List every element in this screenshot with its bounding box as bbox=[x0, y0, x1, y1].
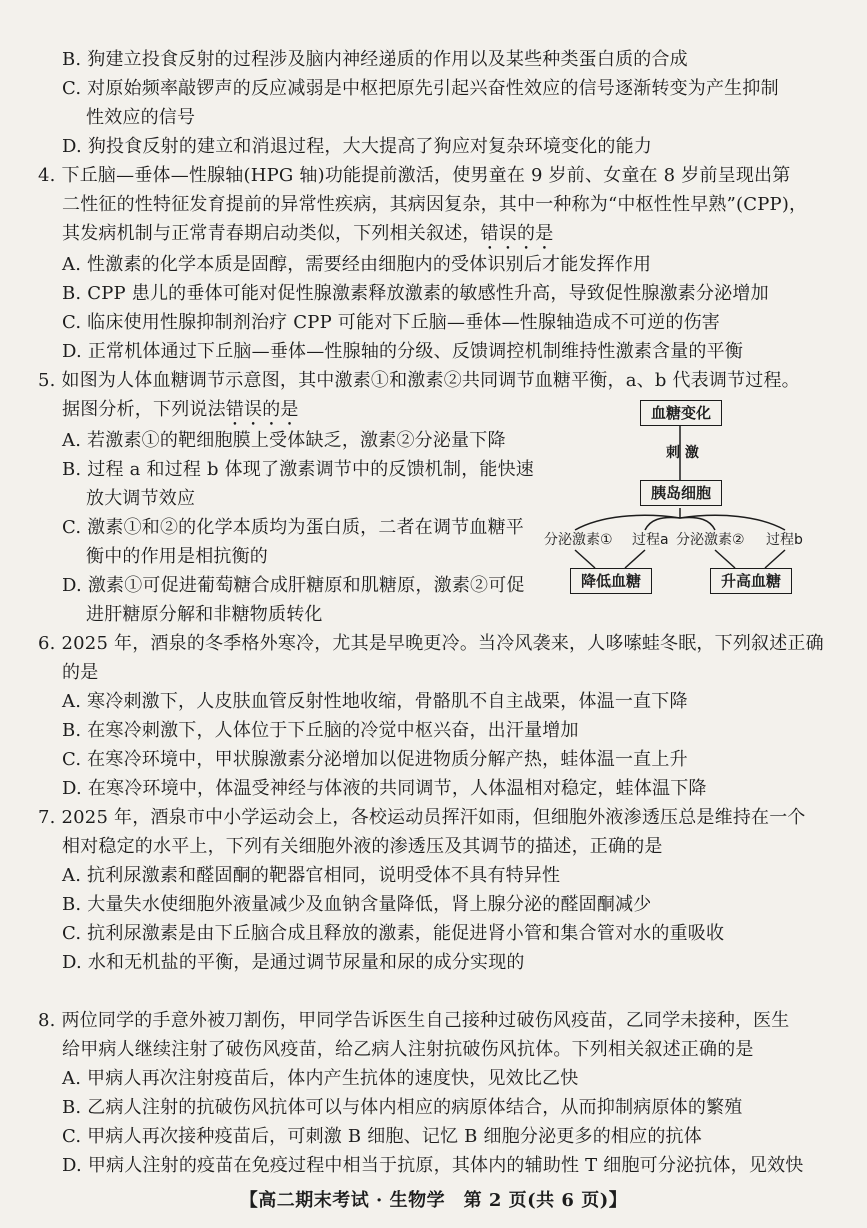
q4-option-d: D. 正常机体通过下丘脑—垂体—性腺轴的分级、反馈调控机制维持性激素含量的平衡 bbox=[62, 341, 744, 362]
box-islet-cells: 胰岛细胞 bbox=[640, 480, 722, 506]
label-process-b: 过程b bbox=[766, 532, 803, 548]
q3-option-d: D. 狗投食反射的建立和消退过程，大大提高了狗应对复杂环境变化的能力 bbox=[62, 136, 653, 157]
label-stimulus: 刺 激 bbox=[666, 445, 699, 461]
q5-option-b-cont: 放大调节效应 bbox=[86, 488, 196, 509]
q8-stem-2: 给甲病人继续注射了破伤风疫苗，给乙病人注射抗破伤风抗体。下列相关叙述正确的是 bbox=[62, 1039, 754, 1060]
q3-option-c-cont: 性效应的信号 bbox=[86, 107, 196, 128]
q7-option-b: B. 大量失水使细胞外液量减少及血钠含量降低，肾上腺分泌的醛固酮减少 bbox=[62, 894, 652, 915]
q5-option-c: C. 激素①和②的化学本质均为蛋白质，二者在调节血糖平 bbox=[62, 517, 524, 538]
page-footer: 【高二期末考试 · 生物学 第 2 页(共 6 页)】 bbox=[239, 1190, 628, 1211]
blood-glucose-diagram bbox=[540, 398, 820, 598]
q7-option-a: A. 抗利尿激素和醛固酮的靶器官相同，说明受体不具有特异性 bbox=[62, 865, 561, 886]
q7-stem-2: 相对稳定的水平上，下列有关细胞外液的渗透压及其调节的描述，正确的是 bbox=[62, 836, 663, 857]
box-raise-glucose: 升高血糖 bbox=[710, 568, 792, 594]
q7-stem-1: 7. 2025 年，酒泉市中小学运动会上，各校运动员挥汗如雨，但细胞外液渗透压总是维持在一个 bbox=[38, 807, 806, 828]
q8-option-b: B. 乙病人注射的抗破伤风抗体可以与体内相应的病原体结合，从而抑制病原体的繁殖 bbox=[62, 1097, 743, 1118]
label-secrete-hormone-2: 分泌激素② bbox=[676, 532, 745, 548]
q6-option-c: C. 在寒冷环境中，甲状腺激素分泌增加以促进物质分解产热，蛙体温一直上升 bbox=[62, 749, 688, 770]
q6-option-b: B. 在寒冷刺激下，人体位于下丘脑的冷觉中枢兴奋，出汗量增加 bbox=[62, 720, 579, 741]
q3-option-b: B. 狗建立投食反射的过程涉及脑内神经递质的作用以及某些种类蛋白质的合成 bbox=[62, 49, 688, 70]
q5-option-b: B. 过程 a 和过程 b 体现了激素调节中的反馈机制，能快速 bbox=[62, 459, 535, 480]
q5-option-a: A. 若激素①的靶细胞膜上受体缺乏，激素②分泌量下降 bbox=[62, 430, 506, 451]
box-blood-glucose-change: 血糖变化 bbox=[640, 400, 722, 426]
q6-stem-1: 6. 2025 年，酒泉的冬季格外寒冷，尤其是早晚更冷。当冷风袭来，人哆嗦蛙冬眠，下列叙述正确 bbox=[38, 633, 824, 654]
q3-option-c: C. 对原始频率敲锣声的反应减弱是中枢把原先引起兴奋性效应的信号逐渐转变为产生抑制 bbox=[62, 78, 779, 99]
q5-stem-2: 据图分析，下列说法错误的是 bbox=[62, 399, 299, 420]
q8-option-a: A. 甲病人再次注射疫苗后，体内产生抗体的速度快，见效比乙快 bbox=[62, 1068, 579, 1089]
q4-option-a: A. 性激素的化学本质是固醇，需要经由细胞内的受体识别后才能发挥作用 bbox=[62, 254, 652, 275]
box-lower-glucose: 降低血糖 bbox=[570, 568, 652, 594]
q8-option-c: C. 甲病人再次接种疫苗后，可刺激 B 细胞、记忆 B 细胞分泌更多的相应的抗体 bbox=[62, 1126, 702, 1147]
q8-stem-1: 8. 两位同学的手意外被刀割伤，甲同学告诉医生自己接种过破伤风疫苗，乙同学未接种，医生 bbox=[38, 1010, 790, 1031]
q4-stem-1: 4. 下丘脑—垂体—性腺轴(HPG 轴)功能提前激活，使男童在 9 岁前、女童在 8 岁前呈现出第 bbox=[38, 165, 791, 186]
q5-stem-1: 5. 如图为人体血糖调节示意图，其中激素①和激素②共同调节血糖平衡，a、b 代表调节过程。 bbox=[38, 370, 800, 391]
q4-option-c: C. 临床使用性腺抑制剂治疗 CPP 可能对下丘脑—垂体—性腺轴造成不可逆的伤害 bbox=[62, 312, 721, 333]
q7-option-d: D. 水和无机盐的平衡，是通过调节尿量和尿的成分实现的 bbox=[62, 952, 525, 973]
label-secrete-hormone-1: 分泌激素① bbox=[544, 532, 613, 548]
q5-option-d-cont: 进肝糖原分解和非糖物质转化 bbox=[86, 604, 323, 625]
q5-emphasis: 错误的是 bbox=[225, 399, 299, 420]
q6-option-a: A. 寒冷刺激下，人皮肤血管反射性地收缩，骨骼肌不自主战栗，体温一直下降 bbox=[62, 691, 688, 712]
label-process-a: 过程a bbox=[632, 532, 669, 548]
q6-option-d: D. 在寒冷环境中，体温受神经与体液的共同调节，人体温相对稳定，蛙体温下降 bbox=[62, 778, 707, 799]
q8-option-d: D. 甲病人注射的疫苗在免疫过程中相当于抗原，其体内的辅助性 T 细胞可分泌抗体，见效快 bbox=[62, 1155, 804, 1176]
q4-stem-3: 其发病机制与正常青春期启动类似，下列相关叙述，错误的是 bbox=[62, 223, 554, 244]
q4-emphasis: 错误的是 bbox=[480, 223, 554, 244]
q7-option-c: C. 抗利尿激素是由下丘脑合成且释放的激素，能促进肾小管和集合管对水的重吸收 bbox=[62, 923, 725, 944]
q4-stem-2: 二性征的性特征发育提前的异常性疾病，其病因复杂，其中一种称为“中枢性性早熟”(CPP)， bbox=[62, 194, 808, 215]
q4-option-b: B. CPP 患儿的垂体可能对促性腺激素释放激素的敏感性升高，导致促性腺激素分泌增加 bbox=[62, 283, 769, 304]
q5-option-d: D. 激素①可促进葡萄糖合成肝糖原和肌糖原，激素②可促 bbox=[62, 575, 525, 596]
q5-option-c-cont: 衡中的作用是相抗衡的 bbox=[86, 546, 268, 567]
q6-stem-2: 的是 bbox=[62, 662, 99, 683]
